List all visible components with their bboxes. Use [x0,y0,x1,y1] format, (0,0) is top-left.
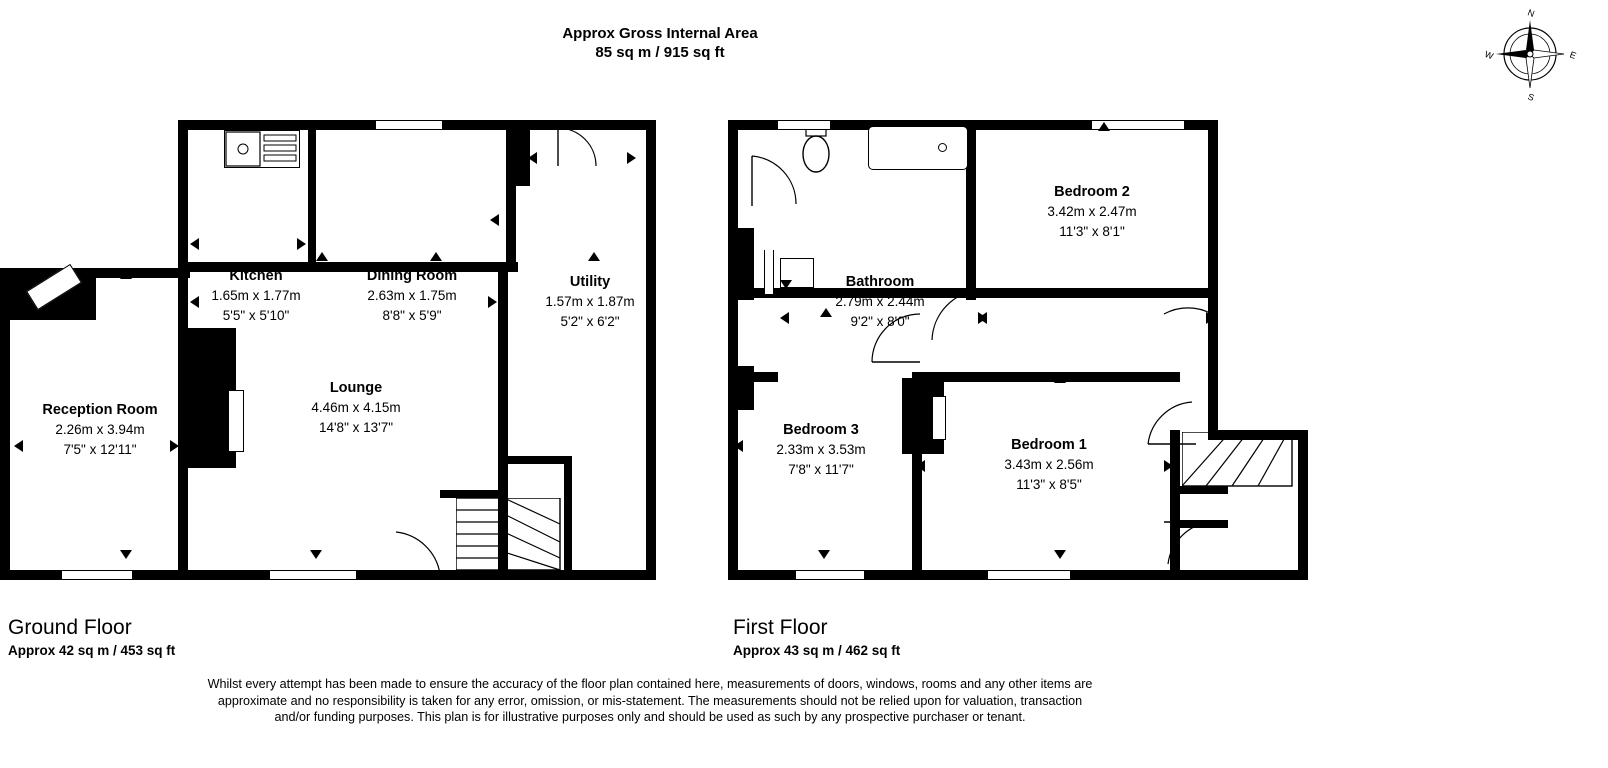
room-label-lounge: Lounge 4.46m x 4.15m 14'8" x 13'7" [311,380,401,435]
stair-wall-top [440,490,502,498]
dim-arrow-dining-left [490,214,499,226]
stair-wall-head [506,456,572,464]
dim-arrow-bedroom2-right [1206,312,1215,324]
first-floor-plan [720,110,1320,580]
dim-arrow-kitchen-right [297,238,306,250]
dim-arrow-dining-up [316,252,328,261]
staircase-ground-icon [456,498,572,574]
window-bathroom [778,120,830,130]
room-label-dining-room: Dining Room 2.63m x 1.75m 8'8" x 5'9" [366,268,458,323]
dim-arrow-lounge-down [310,550,322,559]
door-bedroom2 [1156,260,1214,320]
dim-arrow-utility-right [627,152,636,164]
dim-arrow-utility-left [528,152,537,164]
wall-first-left [728,120,738,580]
dim-arrow-bedroom2-up [1098,122,1110,131]
svg-text:E: E [1568,49,1578,61]
ground-floor-area: Approx 42 sq m / 453 sq ft [8,643,176,658]
door-utility-top [556,126,612,170]
ground-floor-caption [8,615,175,661]
window-landing [764,250,774,294]
window-bedroom3 [796,570,864,580]
dim-arrow-bedroom2-down [1098,288,1110,297]
wall-kitchen-dining-divider [308,130,316,262]
door-bathroom [750,150,800,208]
window-reception-front [62,570,132,580]
kitchen-hob-icon [224,130,302,170]
wall-bedroom1-top [922,372,1180,382]
room-label-kitchen: Kitchen 1.65m x 1.77m 5'5" x 5'10" [211,268,301,323]
bath-drain-icon [938,143,947,152]
ground-floor-plan [0,110,670,580]
dim-arrow-kitchen-left [190,238,199,250]
plan-header [0,24,1320,62]
room-label-bathroom: Bathroom 2.79m x 2.44m 9'2" x 8'0" [835,274,925,329]
dim-arrow-utility-up [588,252,600,261]
room-label-bedroom-2: Bedroom 2 3.42m x 2.47m 11'3" x 8'1" [1047,184,1137,239]
door-airing-cupboard [1160,520,1216,568]
disclaimer-text: Whilst every attempt has been made to ensure the accuracy of the floor plan contained here, measurements of doors, windows, rooms and any other items are approximate and no responsibility is taken for any error, omission, or mis-statement. The measurements should not be relied upon for valuation, transaction and/or funding purposes. This plan is for illustrative purposes only and should be used as such by any prospective purchaser or tenant. [207,677,1093,724]
dim-arrow-bedroom1-up [1054,374,1066,383]
wall-right [646,120,656,580]
svg-text:N: N [1526,7,1536,19]
wall-landing-bottom [738,372,778,382]
dim-arrow-reception-up [120,270,132,279]
bathtub-fixture [868,126,968,170]
window-lounge-front [270,570,356,580]
toilet-icon [796,126,836,182]
wall-kitchen-left [178,120,188,280]
first-floor-area: Approx 43 sq m / 462 sq ft [733,643,901,658]
door-front-entry [386,530,442,576]
wall-utility-block [506,130,530,186]
dim-arrow-bedroom1-right [1164,460,1173,472]
window-dining [376,120,442,130]
lounge-fireplace-fixture [228,390,244,452]
room-label-bedroom-1: Bedroom 1 3.43m x 2.56m 11'3" x 8'5" [1004,437,1094,492]
window-bedroom1 [988,570,1070,580]
room-label-utility: Utility 1.57m x 1.87m 5'2" x 6'2" [545,274,635,329]
dim-arrow-bedroom1-down [1054,550,1066,559]
svg-text:S: S [1526,91,1536,103]
room-label-reception-room: Reception Room 2.26m x 3.94m 7'5" x 12'11" [42,402,158,457]
wall-bathroom-block [728,228,754,300]
door-bedroom1 [1144,400,1202,450]
dim-arrow-reception-down [120,550,132,559]
gross-area-title: Approx Gross Internal Area [562,25,758,42]
room-label-bedroom-3: Bedroom 3 2.33m x 3.53m 7'8" x 11'7" [776,422,866,477]
bedroom1-fireplace-fixture [932,396,946,440]
gross-area-value: 85 sq m / 915 sq ft [595,44,725,61]
first-floor-caption [733,615,900,661]
svg-text:W: W [1483,49,1495,62]
dim-arrow-bedroom3-down [818,550,830,559]
dim-arrow-dining-up2 [430,252,442,261]
first-floor-title: First Floor [733,616,828,639]
compass-rose-icon [1480,4,1580,104]
ground-floor-title: Ground Floor [8,616,132,639]
